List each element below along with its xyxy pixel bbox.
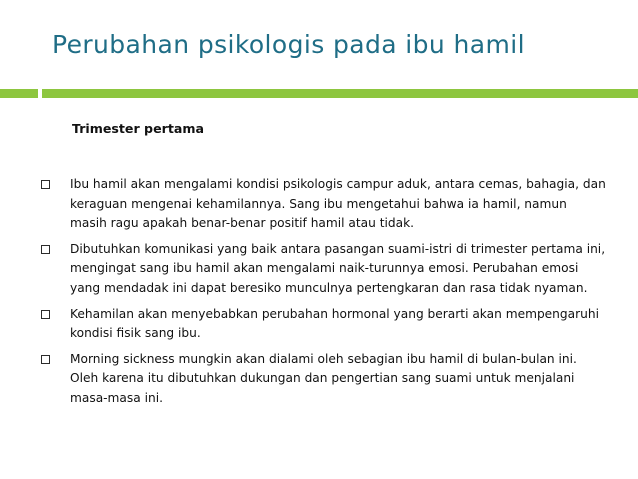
accent-bar-left [0, 89, 38, 98]
square-bullet-icon [41, 245, 50, 254]
bullet-text: Ibu hamil akan mengalami kondisi psikologis campur aduk, antara cemas, bahagia, dan keraguan mengenai kehamilannya. Sang ibu mengetahui bahwa ia hamil, namun masih ragu apakah benar-benar positif hamil atau tidak. [70, 177, 606, 231]
bullet-text: Dibutuhkan komunikasi yang baik antara pasangan suami-istri di trimester pertama ini, mengingat sang ibu hamil akan mengalami naik-turunnya emosi. Perubahan emosi yang mendadak ini dapat beresiko munculnya pertengkaran dan rasa tidak nyaman. [70, 241, 606, 295]
bullet-item [0, 240, 638, 299]
square-bullet-icon [41, 355, 50, 364]
bullet-item [0, 305, 638, 344]
bullet-text: Morning sickness mungkin akan dialami oleh sebagian ibu hamil di bulan-bulan ini. Oleh karena itu dibutuhkan dukungan dan pengertian sang suami untuk menjalani masa-masa ini. [70, 351, 577, 405]
bullet-text: Kehamilan akan menyebabkan perubahan hormonal yang berarti akan mempengaruhi kondisi fisik sang ibu. [70, 306, 599, 341]
accent-bar-right [42, 89, 638, 98]
bullet-list [0, 175, 638, 415]
bullet-item [0, 175, 638, 234]
square-bullet-icon [41, 310, 50, 319]
square-bullet-icon [41, 180, 50, 189]
slide-subtitle: Trimester pertama [72, 121, 204, 136]
slide-title: Perubahan psikologis pada ibu hamil [52, 30, 525, 59]
bullet-item [0, 350, 638, 409]
